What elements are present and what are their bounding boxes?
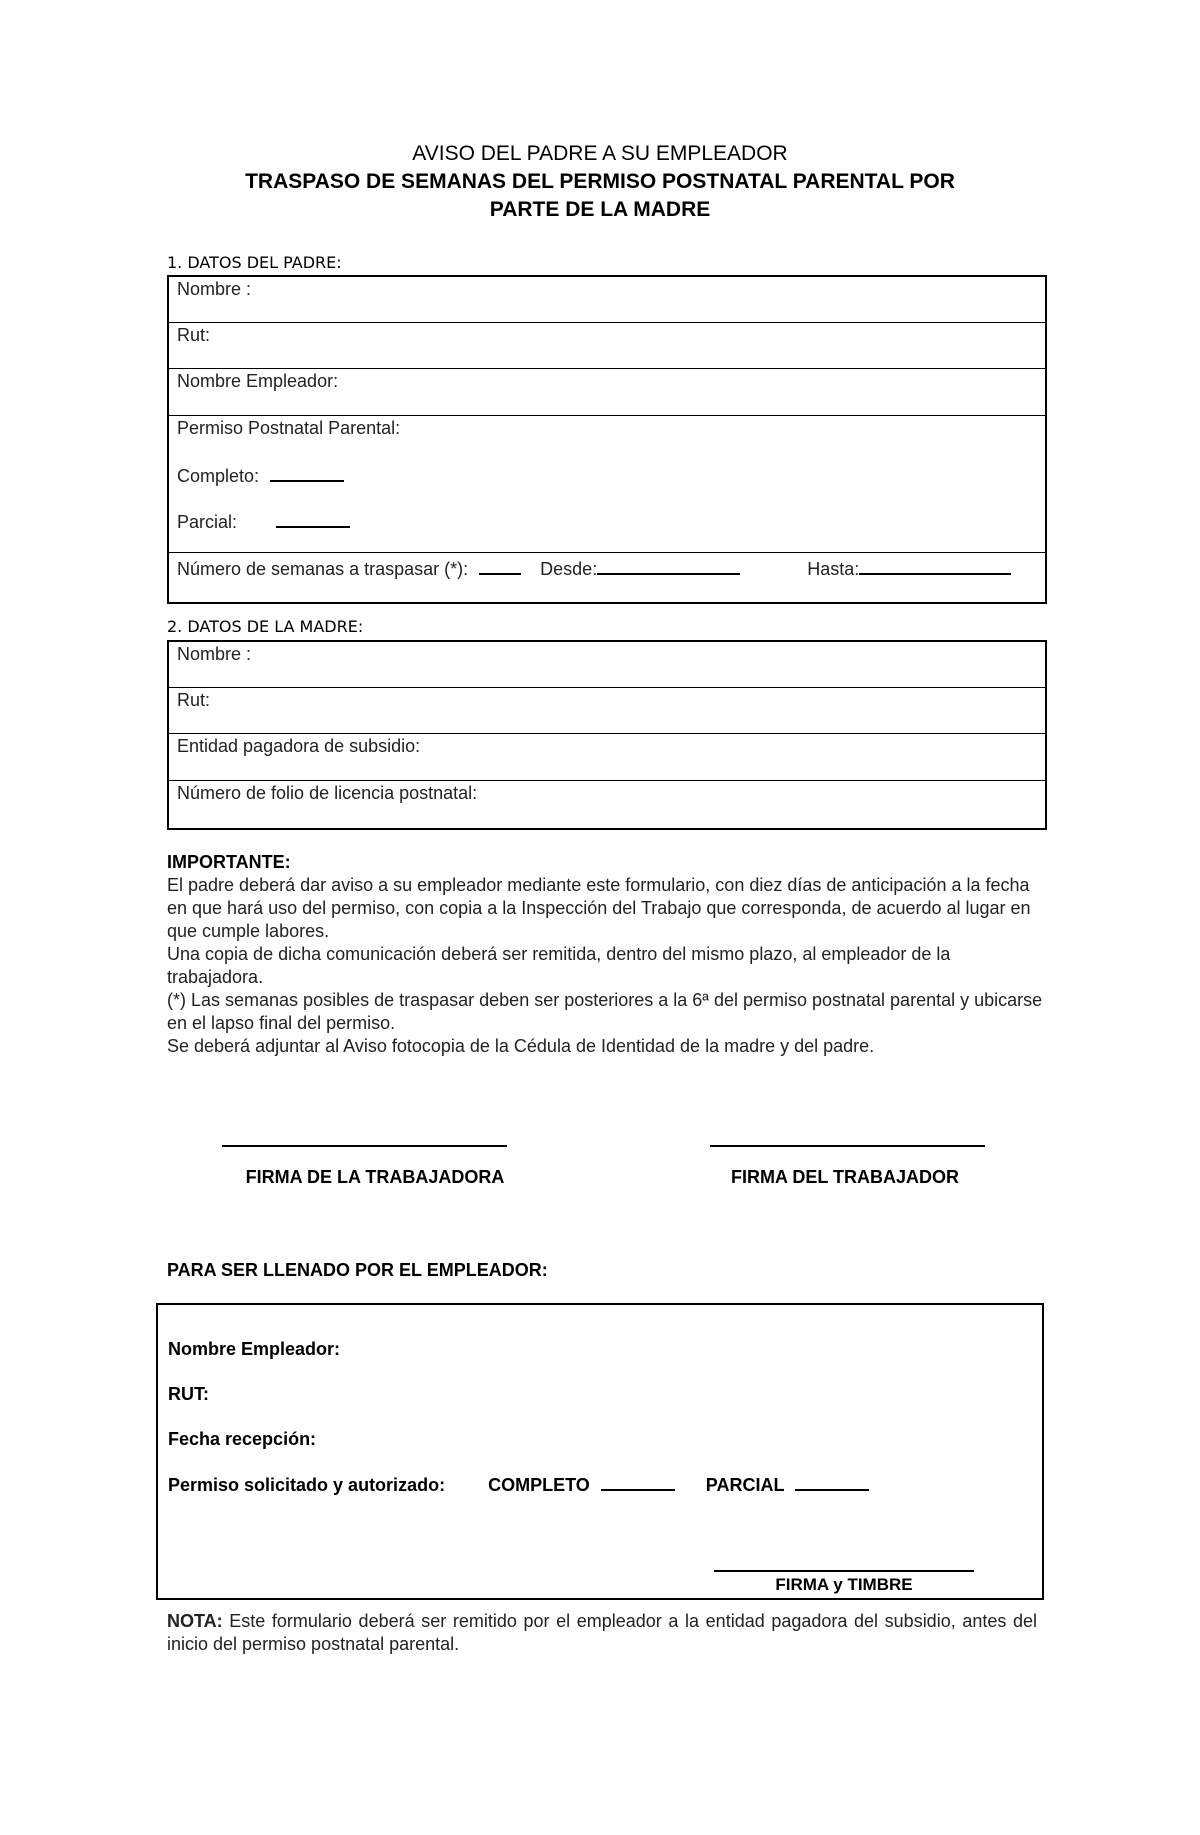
row-divider <box>169 322 1045 323</box>
form-subtitle-line1: TRASPASO DE SEMANAS DEL PERMISO POSTNATAL PARENTAL POR <box>245 170 955 193</box>
importante-p1: El padre deberá dar aviso a su empleador mediante este formulario, con diez días de anticipación a la fecha en que hará uso del permiso, con copia a la Inspección del Trabajo que corresponda, de acuerdo al lugar en que cumple labores. <box>167 875 1031 941</box>
firma-timbre-line[interactable] <box>714 1570 974 1572</box>
row-divider <box>169 780 1045 781</box>
father-rut-label: Rut: <box>177 325 211 345</box>
desde-blank[interactable] <box>597 557 740 575</box>
importante-heading: IMPORTANTE: <box>167 852 291 872</box>
row-divider <box>169 687 1045 688</box>
importante-p2: Una copia de dicha comunicación deberá ser remitida, dentro del mismo plazo, al empleador de la trabajadora. <box>167 944 951 987</box>
employer-fecha-label: Fecha recepción: <box>168 1429 317 1449</box>
parcial-label: Parcial: <box>177 512 238 532</box>
mother-name-label: Nombre : <box>177 644 252 664</box>
section1-title: 1. DATOS DEL PADRE: <box>167 253 342 272</box>
semanas-blank[interactable] <box>479 557 521 575</box>
parcial-field[interactable] <box>177 510 350 533</box>
section2-title: 2. DATOS DE LA MADRE: <box>167 617 364 636</box>
semanas-label: Número de semanas a traspasar (*): <box>177 559 469 579</box>
parcial-blank[interactable] <box>276 510 350 528</box>
employer-parcial-blank[interactable] <box>795 1473 869 1491</box>
employer-completo-label: COMPLETO <box>488 1475 590 1495</box>
mother-data-table <box>167 640 1047 830</box>
completo-field[interactable] <box>177 464 344 487</box>
signature-line-trabajador[interactable] <box>710 1145 985 1147</box>
row-divider <box>169 368 1045 369</box>
folio-label: Número de folio de licencia postnatal: <box>177 783 478 803</box>
permiso-label: Permiso Postnatal Parental: <box>177 418 401 438</box>
semanas-row[interactable] <box>177 557 1037 580</box>
employer-box <box>156 1303 1044 1600</box>
form-subtitle-line2: PARTE DE LA MADRE <box>489 198 711 221</box>
employer-parcial-label: PARCIAL <box>705 1475 785 1495</box>
signature-label-trabajador: FIRMA DEL TRABAJADOR <box>731 1167 959 1187</box>
importante-p4: Se deberá adjuntar al Aviso fotocopia de la Cédula de Identidad de la madre y del padre. <box>167 1036 875 1056</box>
firma-timbre-label: FIRMA y TIMBRE <box>775 1575 913 1594</box>
entidad-label: Entidad pagadora de subsidio: <box>177 736 421 756</box>
signature-label-trabajadora: FIRMA DE LA TRABAJADORA <box>245 1167 505 1187</box>
nota-label: NOTA: <box>167 1611 223 1631</box>
employer-permiso-label: Permiso solicitado y autorizado: <box>168 1475 446 1495</box>
hasta-label: Hasta: <box>807 559 860 579</box>
row-divider <box>169 415 1045 416</box>
row-divider <box>169 733 1045 734</box>
employer-heading: PARA SER LLENADO POR EL EMPLEADOR: <box>167 1260 548 1280</box>
row-divider <box>169 552 1045 553</box>
nota-text: Este formulario deberá ser remitido por el empleador a la entidad pagadora del subsidio, antes del inicio del permiso postnatal parental. <box>167 1611 1037 1654</box>
employer-permiso-row[interactable] <box>168 1473 1028 1496</box>
mother-rut-label: Rut: <box>177 690 211 710</box>
hasta-blank[interactable] <box>859 557 1011 575</box>
desde-label: Desde: <box>540 559 598 579</box>
signature-line-trabajadora[interactable] <box>222 1145 507 1147</box>
completo-label: Completo: <box>177 466 260 486</box>
employer-completo-blank[interactable] <box>601 1473 675 1491</box>
employer-rut-label: RUT: <box>168 1384 209 1404</box>
employer-name-label: Nombre Empleador: <box>168 1339 341 1359</box>
nota-paragraph <box>167 1610 1037 1656</box>
father-employer-label: Nombre Empleador: <box>177 371 339 391</box>
completo-blank[interactable] <box>270 464 344 482</box>
form-title: AVISO DEL PADRE A SU EMPLEADOR <box>412 142 788 165</box>
importante-p3: (*) Las semanas posibles de traspasar deben ser posteriores a la 6ª del permiso postnatal parental y ubicarse en el lapso final del permiso. <box>167 990 1043 1033</box>
father-name-label: Nombre : <box>177 279 252 299</box>
father-data-table <box>167 275 1047 604</box>
